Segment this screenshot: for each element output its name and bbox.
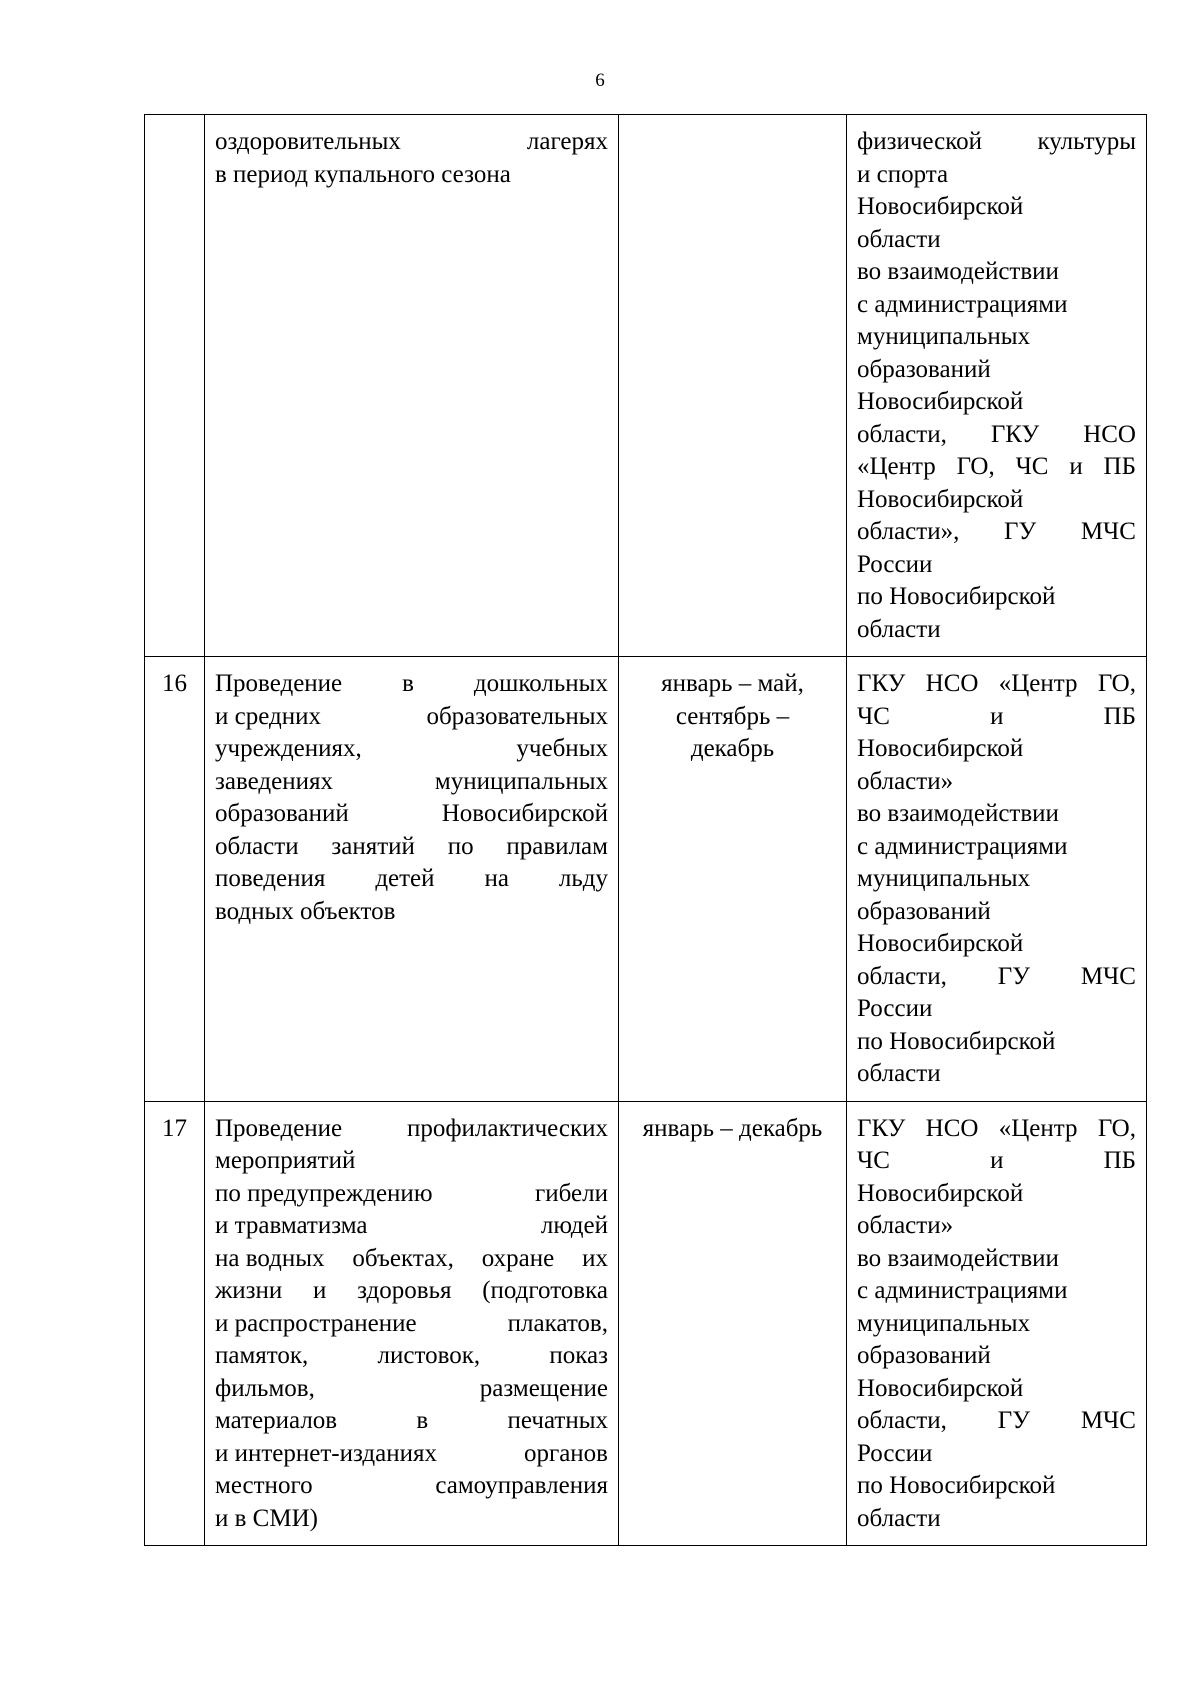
text-word: на водных <box>215 1244 325 1272</box>
text-line <box>857 1113 1136 1146</box>
text-word: «Центр <box>998 670 1078 697</box>
text-word: муниципальных <box>857 323 1031 350</box>
text-word: во взаимодействии <box>857 258 1059 285</box>
text-line <box>857 321 1136 354</box>
text-word: ГКУ <box>990 420 1040 448</box>
text-word: России <box>857 995 933 1022</box>
text-word: учебных <box>516 735 608 762</box>
text-line <box>215 1405 608 1438</box>
row-number-cell <box>145 115 205 657</box>
text-word: Новосибирской <box>857 930 1024 957</box>
text-word: области, <box>857 1407 947 1434</box>
text-line <box>857 1275 1136 1308</box>
text-word: и интернет-изданиях <box>215 1439 438 1467</box>
table-row <box>145 1101 1147 1546</box>
text-word: и распространение <box>215 1309 417 1337</box>
text-line <box>857 126 1136 159</box>
text-word: Проведение <box>215 1114 343 1142</box>
text-word: и <box>1069 453 1083 480</box>
text-word: ПБ <box>1103 702 1136 730</box>
text-word: ПБ <box>1103 453 1136 480</box>
text-word: образований <box>215 800 349 827</box>
text-line <box>857 798 1136 831</box>
text-line <box>215 1308 608 1341</box>
text-word: оздоровительных <box>215 128 401 155</box>
text-line <box>857 1026 1136 1059</box>
text-word: Новосибирской <box>857 485 1024 513</box>
text-word: мероприятий <box>215 1147 356 1174</box>
text-word: и в СМИ) <box>215 1504 318 1532</box>
text-word: образований <box>857 897 991 925</box>
text-line <box>215 1503 608 1536</box>
text-line <box>857 419 1136 452</box>
text-word: области <box>857 615 941 643</box>
text-word: местного <box>215 1472 313 1499</box>
text-line <box>215 766 608 799</box>
text-line <box>857 961 1136 994</box>
text-line <box>857 863 1136 896</box>
text-line <box>215 1340 608 1373</box>
text-word: водных объектов <box>215 897 396 925</box>
text-word: людей <box>540 1212 608 1239</box>
text-word: физической <box>857 128 982 155</box>
text-line <box>857 549 1136 582</box>
event-cell <box>205 115 619 657</box>
text-word: по <box>447 832 474 860</box>
text-line <box>857 1340 1136 1373</box>
text-line <box>857 928 1136 961</box>
term-cell <box>619 657 847 1102</box>
text-word: лагерях <box>526 128 608 155</box>
text-word: области» <box>857 767 954 795</box>
text-word: гибели <box>535 1179 608 1207</box>
event-cell <box>205 657 619 1102</box>
text-line <box>857 386 1136 419</box>
text-word: образований <box>857 355 991 383</box>
text-line <box>857 1058 1136 1091</box>
text-word: России <box>857 1439 933 1467</box>
responsible-cell <box>847 115 1147 657</box>
text-line <box>857 1178 1136 1211</box>
text-word: Новосибирской <box>857 735 1024 762</box>
text-line <box>215 896 608 929</box>
text-line <box>857 993 1136 1026</box>
table-row <box>145 657 1147 1102</box>
text-line <box>857 159 1136 192</box>
text-line <box>857 191 1136 224</box>
text-word: жизни <box>215 1277 283 1304</box>
text-word: в <box>402 670 414 697</box>
text-line <box>215 1275 608 1308</box>
text-word: ПБ <box>1103 1147 1136 1174</box>
text-word: ГКУ <box>857 670 906 697</box>
text-word: правилам <box>506 832 608 860</box>
term-cell <box>619 115 847 657</box>
text-word: области <box>215 832 299 860</box>
text-word: МЧС <box>1080 1407 1136 1434</box>
text-word: НСО <box>1083 420 1136 448</box>
text-word: в период купального сезона <box>215 160 511 188</box>
text-line <box>857 451 1136 484</box>
text-word: ГО, <box>956 453 995 480</box>
text-line <box>215 126 608 159</box>
text-word: их <box>582 1244 608 1272</box>
text-word: на <box>484 865 509 892</box>
event-cell <box>205 1101 619 1546</box>
text-word: МЧС <box>1080 518 1136 545</box>
text-word: учреждениях, <box>215 735 362 762</box>
row-number-cell: 17 <box>145 1101 205 1546</box>
text-line <box>857 668 1136 701</box>
text-line <box>215 733 608 766</box>
text-line <box>215 668 608 701</box>
text-word: «Центр <box>857 453 936 480</box>
text-line: декабрь <box>690 735 775 762</box>
text-line <box>857 581 1136 614</box>
text-word: занятий <box>331 832 415 860</box>
table-row <box>145 115 1147 657</box>
text-word: с администрациями <box>857 1277 1068 1304</box>
text-word: (подготовка <box>482 1277 608 1304</box>
text-line <box>215 1438 608 1471</box>
text-word: здоровья <box>357 1277 452 1304</box>
text-line <box>215 1178 608 1211</box>
text-word: области, <box>857 420 947 448</box>
text-word: размещение <box>479 1374 608 1402</box>
text-line <box>857 766 1136 799</box>
text-line: сентябрь – <box>675 702 790 730</box>
text-line <box>215 863 608 896</box>
text-word: поведения <box>215 865 326 892</box>
text-line <box>215 1243 608 1276</box>
text-line <box>857 224 1136 257</box>
text-word: и спорта <box>857 160 949 188</box>
text-word: области» <box>857 1212 954 1239</box>
text-line <box>857 1210 1136 1243</box>
text-word: ГО, <box>1097 670 1136 697</box>
text-word: области», <box>857 518 960 545</box>
text-line <box>857 1405 1136 1438</box>
text-line <box>215 159 608 192</box>
text-word: по предупреждению <box>215 1179 433 1207</box>
text-word: Проведение <box>215 670 343 697</box>
text-line <box>215 1210 608 1243</box>
text-line <box>215 798 608 831</box>
text-line <box>857 354 1136 387</box>
text-word: дошкольных <box>473 670 608 697</box>
text-word: области <box>857 1504 941 1532</box>
text-word: НСО <box>925 1114 979 1142</box>
text-word: печатных <box>507 1407 608 1434</box>
text-word: области, <box>857 962 947 990</box>
text-word: муниципальных <box>857 865 1031 892</box>
text-word: НСО <box>925 670 979 697</box>
text-word: во взаимодействии <box>857 800 1059 827</box>
text-word: самоуправления <box>435 1472 608 1499</box>
text-word: памяток, <box>215 1342 309 1369</box>
text-word: показ <box>549 1342 608 1369</box>
text-word: ЧС <box>857 1147 890 1174</box>
term-cell <box>619 1101 847 1546</box>
text-line <box>857 701 1136 734</box>
text-word: области <box>857 1060 941 1087</box>
text-word: с администрациями <box>857 832 1068 860</box>
text-word: и средних <box>215 702 321 730</box>
page-number: 6 <box>595 70 605 91</box>
text-line <box>857 896 1136 929</box>
text-line <box>857 1373 1136 1406</box>
text-line <box>857 484 1136 517</box>
text-word: фильмов, <box>215 1374 315 1402</box>
text-word: ЧС <box>1015 453 1049 480</box>
text-word: образований <box>857 1342 991 1369</box>
text-line <box>857 1308 1136 1341</box>
text-word: по Новосибирской <box>857 583 1056 610</box>
text-word: ГУ <box>997 962 1030 990</box>
text-word: образовательных <box>426 702 608 730</box>
text-word: по Новосибирской <box>857 1027 1056 1055</box>
text-line <box>857 256 1136 289</box>
text-word: Новосибирской <box>857 1374 1024 1402</box>
text-word: ЧС <box>857 702 890 730</box>
text-line: январь – май, <box>661 670 804 697</box>
responsible-cell <box>847 1101 1147 1546</box>
text-word: Новосибирской <box>857 193 1024 220</box>
text-line <box>857 1503 1136 1536</box>
text-word: культуры <box>1037 128 1136 155</box>
text-line <box>857 1145 1136 1178</box>
text-line <box>215 1470 608 1503</box>
text-word: ГУ <box>1004 518 1037 545</box>
text-line <box>857 516 1136 549</box>
text-word: по Новосибирской <box>857 1472 1056 1499</box>
text-line <box>215 1373 608 1406</box>
text-word: материалов <box>215 1407 338 1434</box>
text-word: Новосибирской <box>857 1179 1024 1207</box>
text-word: муниципальных <box>857 1309 1031 1337</box>
text-line <box>857 1243 1136 1276</box>
text-word: ГУ <box>997 1407 1030 1434</box>
text-line <box>857 1470 1136 1503</box>
text-word: и <box>990 702 1004 730</box>
text-word: муниципальных <box>434 767 608 795</box>
text-line <box>215 831 608 864</box>
row-number-cell: 16 <box>145 657 205 1102</box>
text-word: объектах, <box>352 1244 454 1272</box>
text-line <box>857 289 1136 322</box>
text-word: профилактических <box>406 1114 608 1142</box>
text-word: органов <box>523 1439 608 1467</box>
measures-table <box>144 114 1147 1546</box>
text-word: России <box>857 550 933 578</box>
text-line: январь – декабрь <box>642 1114 823 1142</box>
text-line <box>857 614 1136 647</box>
text-word: листовок, <box>377 1342 481 1369</box>
text-line <box>215 701 608 734</box>
text-word: МЧС <box>1080 962 1136 990</box>
text-line <box>215 1113 608 1146</box>
text-word: и травматизма <box>215 1212 368 1239</box>
text-word: во взаимодействии <box>857 1244 1059 1272</box>
responsible-cell <box>847 657 1147 1102</box>
text-line <box>857 733 1136 766</box>
text-line <box>857 1438 1136 1471</box>
text-word: и <box>990 1147 1004 1174</box>
text-word: льду <box>558 865 608 892</box>
text-word: плакатов, <box>507 1309 608 1337</box>
text-word: охране <box>481 1244 555 1272</box>
text-word: ГКУ <box>857 1114 906 1142</box>
text-word: детей <box>375 865 435 892</box>
text-word: в <box>416 1407 429 1434</box>
text-word: области <box>857 225 941 253</box>
text-word: с администрациями <box>857 290 1068 318</box>
text-word: ГО, <box>1097 1114 1136 1142</box>
text-word: «Центр <box>998 1114 1078 1142</box>
text-word: Новосибирской <box>441 800 608 827</box>
text-word: заведениях <box>215 767 333 795</box>
text-word: и <box>313 1277 327 1304</box>
text-line <box>215 1145 608 1178</box>
text-word: Новосибирской <box>857 388 1024 415</box>
text-line <box>857 831 1136 864</box>
